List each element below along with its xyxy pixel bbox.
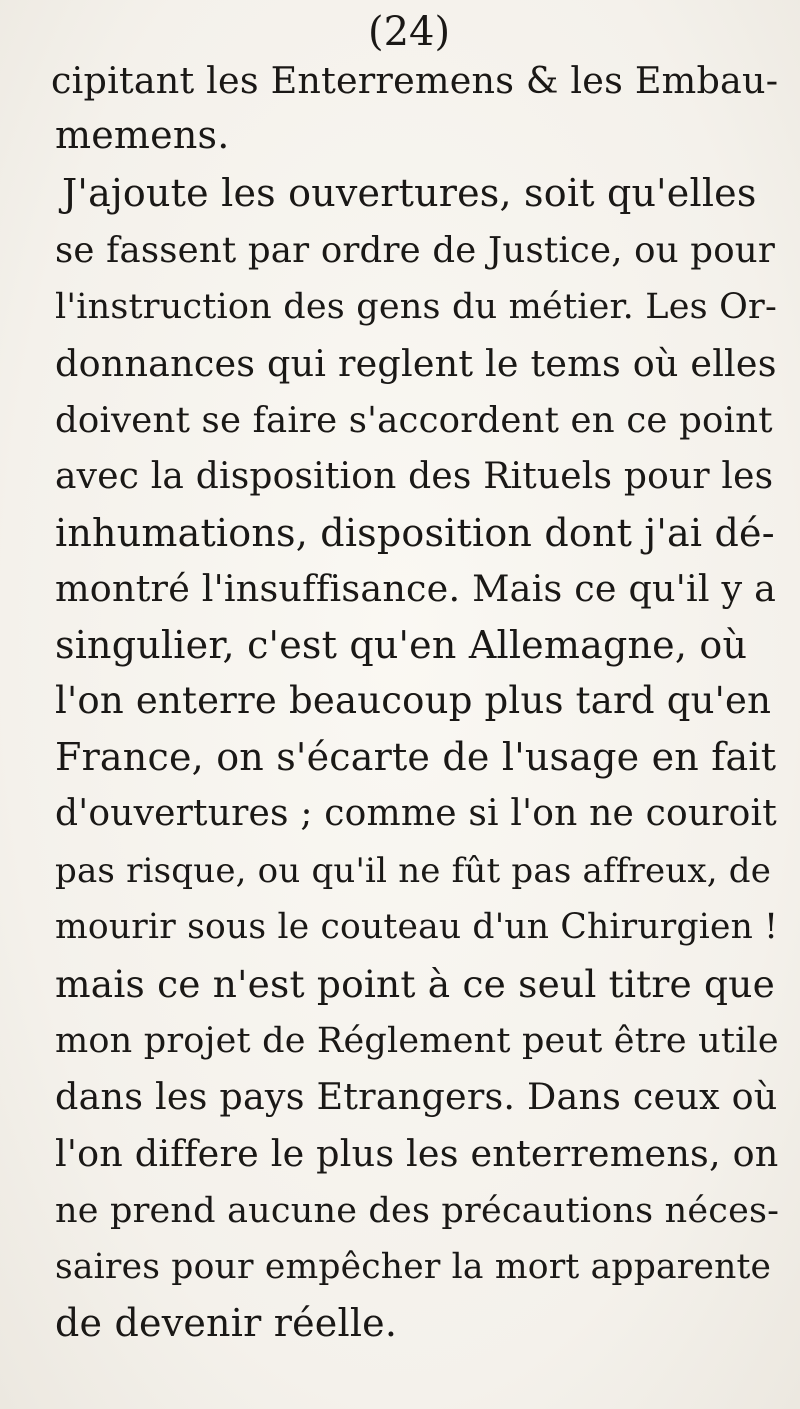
text-line-6: donnances qui reglent le tems où elles [55,342,777,385]
text-line-10: montré l'insuffisance. Mais ce qu'il y a [55,567,777,610]
text-line-18: mon projet de Réglement peut être utile [55,1021,779,1061]
text-line-15: pas risque, ou qu'il ne fût pas affreux, de [55,851,772,891]
text-line-1: cipitant les Enterremens & les Embau- [51,59,779,102]
text-line-14: d'ouvertures ; comme si l'on ne couroit [55,793,777,834]
text-line-17: mais ce n'est point à ce seul titre que [55,962,776,1006]
text-line-13: France, on s'écarte de l'usage en fait [55,735,777,779]
page-number: (24) [368,9,451,55]
text-line-2: memens. [55,113,230,157]
text-line-19: dans les pays Etrangers. Dans ceux où [55,1075,778,1118]
text-line-16: mourir sous le couteau d'un Chirurgien ! [55,907,779,947]
text-line-7: doivent se faire s'accordent en ce point [55,400,773,441]
text-line-22: saires pour empêcher la mort apparente [55,1247,772,1287]
text-line-9: inhumations, disposition dont j'ai dé- [55,511,775,555]
text-line-3: J'ajoute les ouvertures, soit qu'elles [62,171,757,215]
text-line-21: ne prend aucune des précautions néces- [55,1191,780,1231]
text-line-5: l'instruction des gens du métier. Les Or- [55,287,777,327]
text-line-11: singulier, c'est qu'en Allemagne, où [55,623,748,667]
text-line-4: se fassent par ordre de Justice, ou pour [55,230,776,271]
text-line-23: de devenir réelle. [55,1301,398,1345]
text-line-12: l'on enterre beaucoup plus tard qu'en [55,679,772,722]
text-line-20: l'on differe le plus les enterremens, on [55,1132,779,1175]
text-line-8: avec la disposition des Rituels pour les [55,456,774,497]
